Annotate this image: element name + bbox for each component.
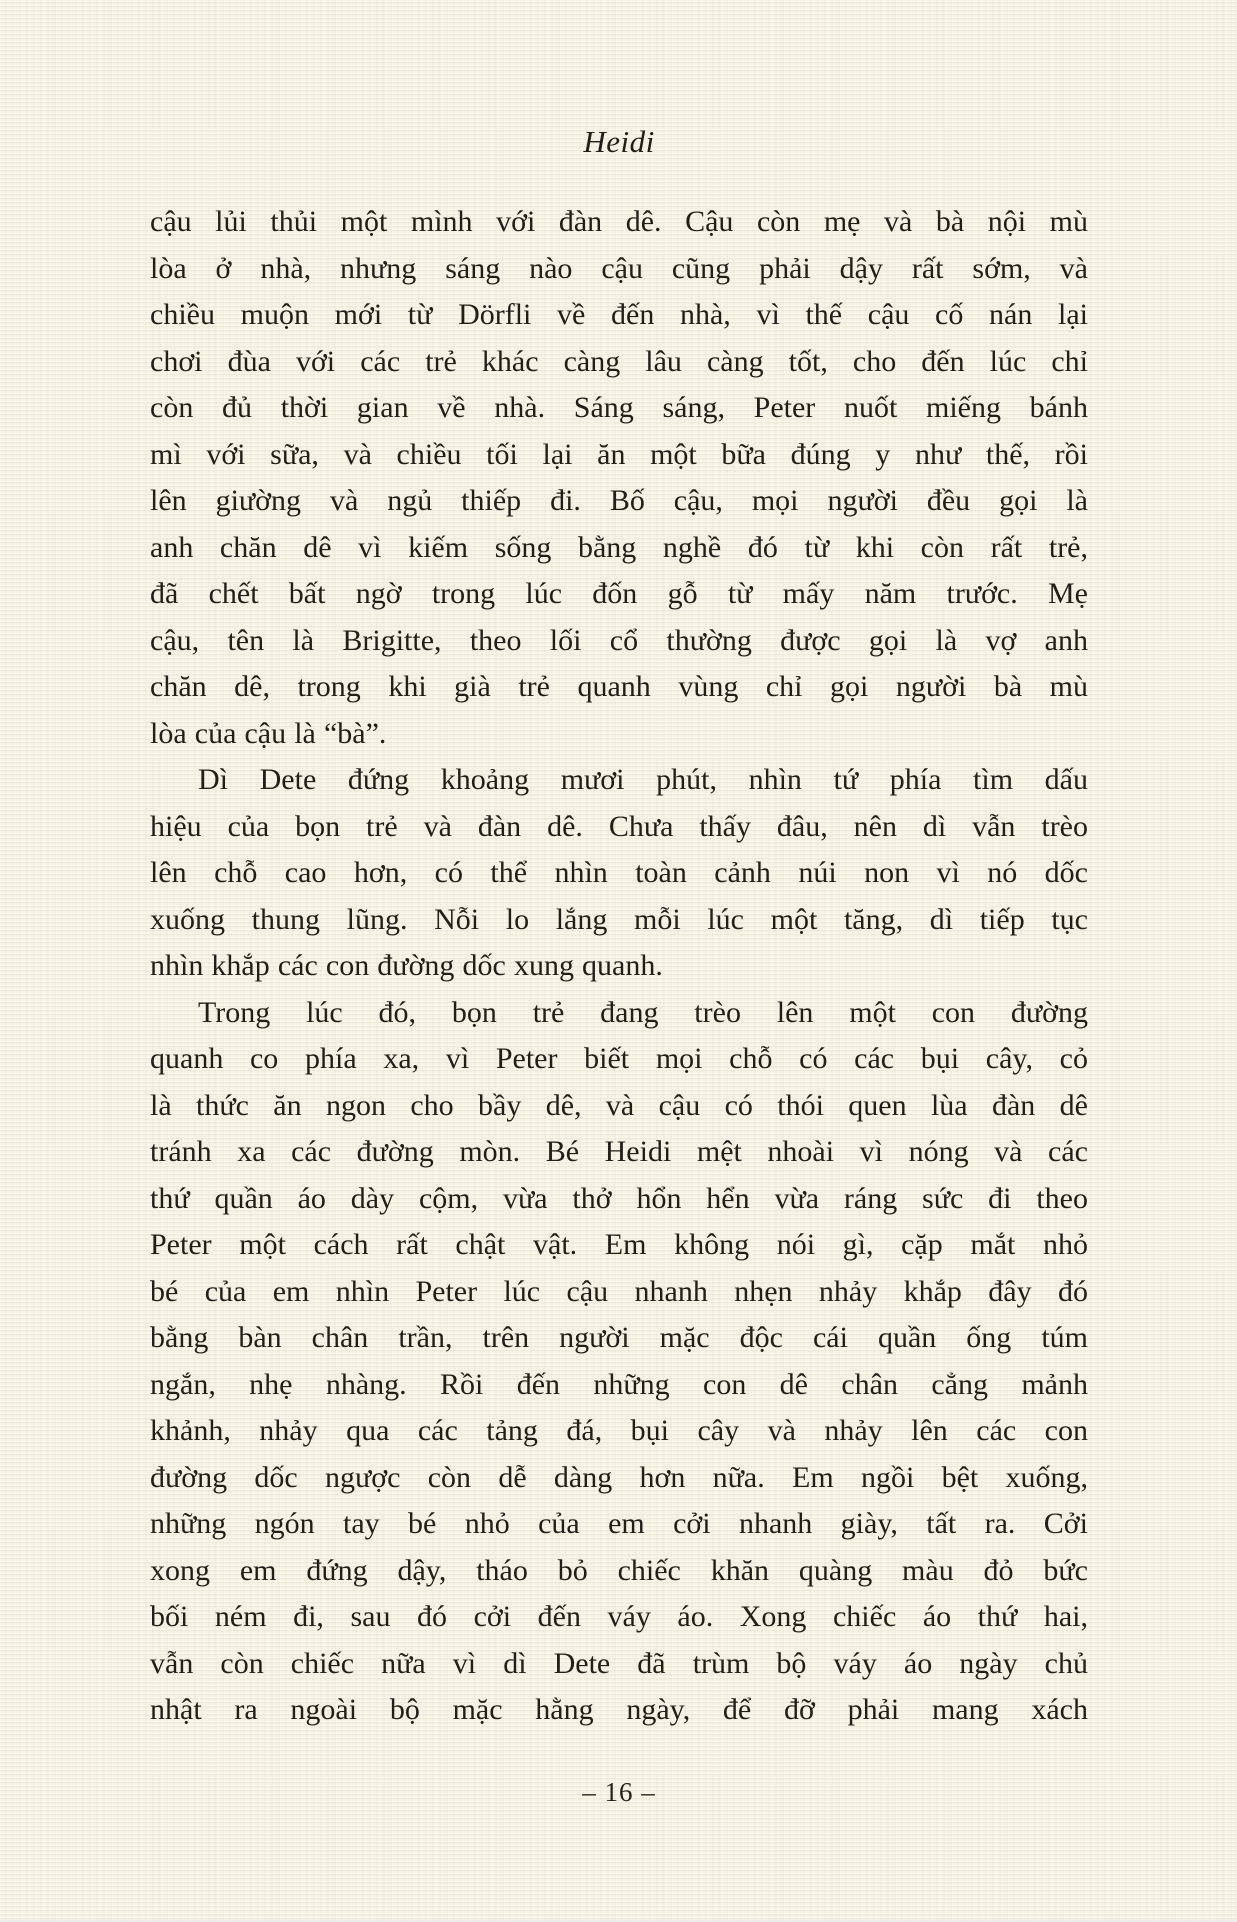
text-line: những ngón tay bé nhỏ của em cởi nhanh giày, tất ra. Cởi [150,1507,1088,1540]
text-line: là thức ăn ngon cho bầy dê, và cậu có thói quen lùa đàn dê [150,1088,1088,1122]
body-text-block [150,199,1088,1734]
text-line: bé của em nhìn Peter lúc cậu nhanh nhẹn nhảy khắp đây đó [150,1274,1088,1308]
text-line: chơi đùa với các trẻ khác càng lâu càng tốt, cho đến lúc chỉ [150,344,1088,378]
text-line: chăn dê, trong khi già trẻ quanh vùng chỉ gọi người bà mù [150,670,1088,703]
text-line: tránh xa các đường mòn. Bé Heidi mệt nhoài vì nóng và các [150,1135,1088,1168]
text-line: bối ném đi, sau đó cởi đến váy áo. Xong chiếc áo thứ hai, [150,1600,1088,1633]
text-line: xong em đứng dậy, tháo bỏ chiếc khăn quàng màu đỏ bức [150,1553,1088,1587]
text-line: Peter một cách rất chật vật. Em không nói gì, cặp mắt nhỏ [150,1228,1088,1261]
text-line: mì với sữa, và chiều tối lại ăn một bữa đúng y như thế, rồi [150,437,1088,471]
page-bottom-edge [0,1917,1237,1922]
text-line: xuống thung lũng. Nỗi lo lắng mỗi lúc một tăng, dì tiếp tục [150,902,1088,936]
text-line: bằng bàn chân trần, trên người mặc độc cái quần ống túm [150,1321,1088,1354]
text-line: khảnh, nhảy qua các tảng đá, bụi cây và nhảy lên các con [150,1414,1088,1447]
text-line: Dì Dete đứng khoảng mươi phút, nhìn tứ phía tìm dấu [198,763,1088,796]
page-number: – 16 – [582,1777,656,1807]
text-line: vẫn còn chiếc nữa vì dì Dete đã trùm bộ váy áo ngày chủ [150,1646,1088,1680]
text-line: còn đủ thời gian về nhà. Sáng sáng, Peter nuốt miếng bánh [150,391,1088,424]
text-line: nhật ra ngoài bộ mặc hằng ngày, để đỡ phải mang xách [150,1693,1088,1726]
text-line: Trong lúc đó, bọn trẻ đang trèo lên một con đường [198,995,1088,1029]
text-line: hiệu của bọn trẻ và đàn dê. Chưa thấy đâu, nên dì vẫn trèo [150,809,1088,843]
text-line: nhìn khắp các con đường dốc xung quanh. [150,949,663,982]
text-line: chiều muộn mới từ Dörfli về đến nhà, vì thế cậu cố nán lại [150,298,1088,331]
text-line: ngắn, nhẹ nhàng. Rồi đến những con dê chân cẳng mảnh [150,1367,1088,1401]
text-line: lòa của cậu là “bà”. [150,716,387,750]
text-line: lòa ở nhà, nhưng sáng nào cậu cũng phải dậy rất sớm, và [150,251,1088,285]
text-line: đã chết bất ngờ trong lúc đốn gỗ từ mấy năm trước. Mẹ [150,577,1088,610]
text-line: đường dốc ngược còn dễ dàng hơn nữa. Em ngồi bệt xuống, [150,1460,1088,1494]
running-header: Heidi [583,124,655,159]
text-line: cậu lủi thủi một mình với đàn dê. Cậu còn mẹ và bà nội mù [150,205,1088,238]
text-line: anh chăn dê vì kiếm sống bằng nghề đó từ khi còn rất trẻ, [150,530,1088,564]
text-line: thứ quần áo dày cộm, vừa thở hổn hển vừa ráng sức đi theo [150,1181,1088,1215]
text-line: quanh co phía xa, vì Peter biết mọi chỗ có các bụi cây, cỏ [150,1042,1088,1075]
text-line: lên chỗ cao hơn, có thể nhìn toàn cảnh núi non vì nó dốc [150,856,1088,889]
text-line: cậu, tên là Brigitte, theo lối cổ thường được gọi là vợ anh [150,623,1088,657]
text-line: lên giường và ngủ thiếp đi. Bố cậu, mọi người đều gọi là [150,484,1088,517]
